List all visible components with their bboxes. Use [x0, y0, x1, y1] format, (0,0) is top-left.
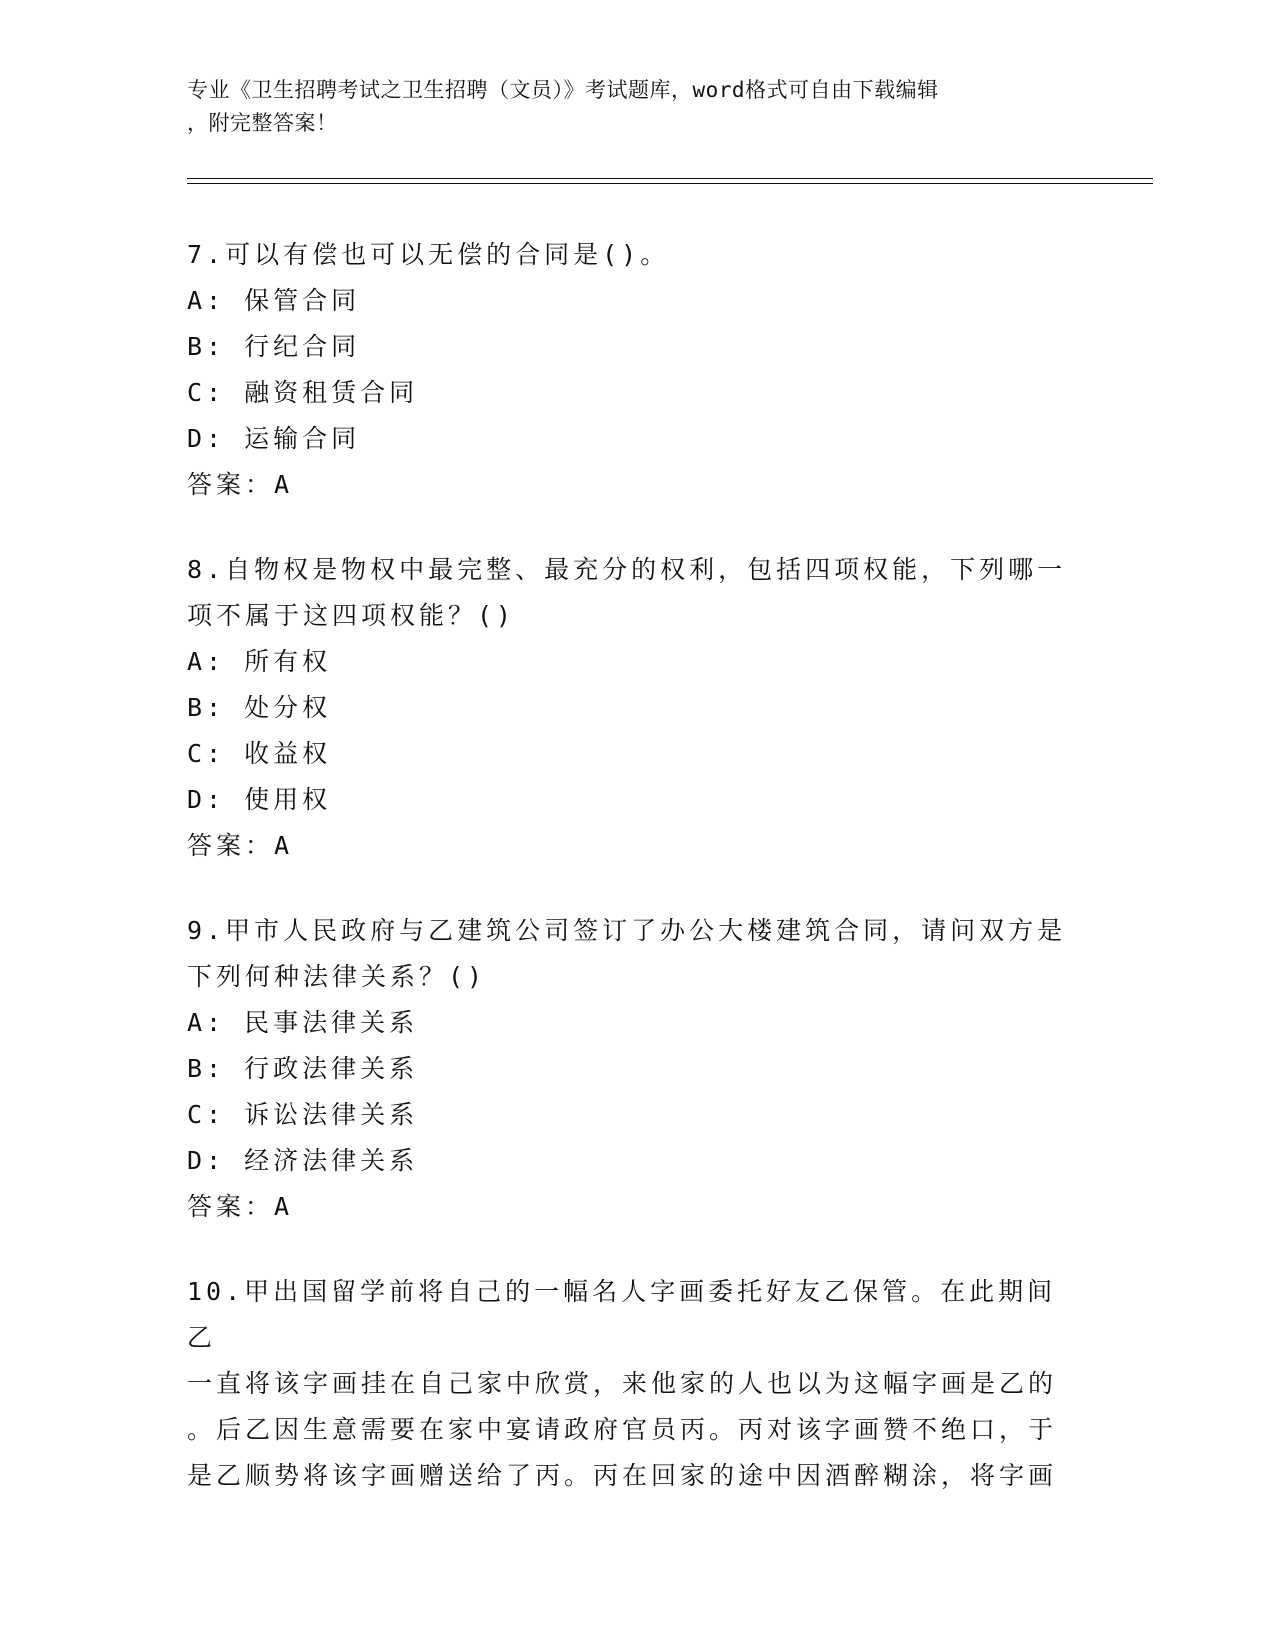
question-text-line-3: 。后乙因生意需要在家中宴请政府官员丙。丙对该字画赞不绝口，于 [187, 1415, 1058, 1444]
header-divider-top [187, 178, 1153, 179]
question-text-line-2: 项不属于这四项权能？() [187, 601, 516, 630]
option-d: D: 使用权 [187, 785, 332, 814]
answer-line: 答案：A [187, 1192, 294, 1221]
option-c: C: 诉讼法律关系 [187, 1100, 419, 1129]
option-b: B: 行纪合同 [187, 332, 361, 361]
question-8 [187, 547, 1067, 869]
answer-line: 答案：A [187, 831, 294, 860]
option-a: A: 所有权 [187, 647, 332, 676]
question-text-line-4: 是乙顺势将该字画赠送给了丙。丙在回家的途中因酒醉糊涂，将字画 [187, 1461, 1058, 1490]
question-9 [187, 908, 1067, 1230]
answer-line: 答案：A [187, 470, 294, 499]
question-text-line-1: 9.甲市人民政府与乙建筑公司签订了办公大楼建筑合同，请问双方是 [187, 916, 1067, 945]
question-text: 7.可以有偿也可以无偿的合同是()。 [187, 240, 670, 269]
option-d: D: 运输合同 [187, 424, 361, 453]
option-d: D: 经济法律关系 [187, 1146, 419, 1175]
header-line-2: ，附完整答案！ [187, 111, 338, 135]
option-a: A: 保管合同 [187, 286, 361, 315]
option-b: B: 处分权 [187, 693, 332, 722]
question-text-line-1: 8.自物权是物权中最完整、最充分的权利，包括四项权能，下列哪一 [187, 555, 1067, 584]
question-text-line-1: 10.甲出国留学前将自己的一幅名人字画委托好友乙保管。在此期间乙 [187, 1277, 1057, 1352]
question-7 [187, 232, 1067, 508]
option-a: A: 民事法律关系 [187, 1008, 419, 1037]
question-list [187, 232, 1067, 1538]
option-c: C: 融资租赁合同 [187, 378, 419, 407]
question-text-line-2: 一直将该字画挂在自己家中欣赏，来他家的人也以为这幅字画是乙的 [187, 1369, 1058, 1398]
option-c: C: 收益权 [187, 739, 332, 768]
question-10 [187, 1269, 1067, 1499]
question-text-line-2: 下列何种法律关系？() [187, 962, 487, 991]
option-b: B: 行政法律关系 [187, 1054, 419, 1083]
document-header [187, 74, 1067, 140]
header-line-1: 专业《卫生招聘考试之卫生招聘（文员）》考试题库，word格式可自由下载编辑 [187, 78, 939, 102]
header-divider-bottom [187, 183, 1153, 184]
